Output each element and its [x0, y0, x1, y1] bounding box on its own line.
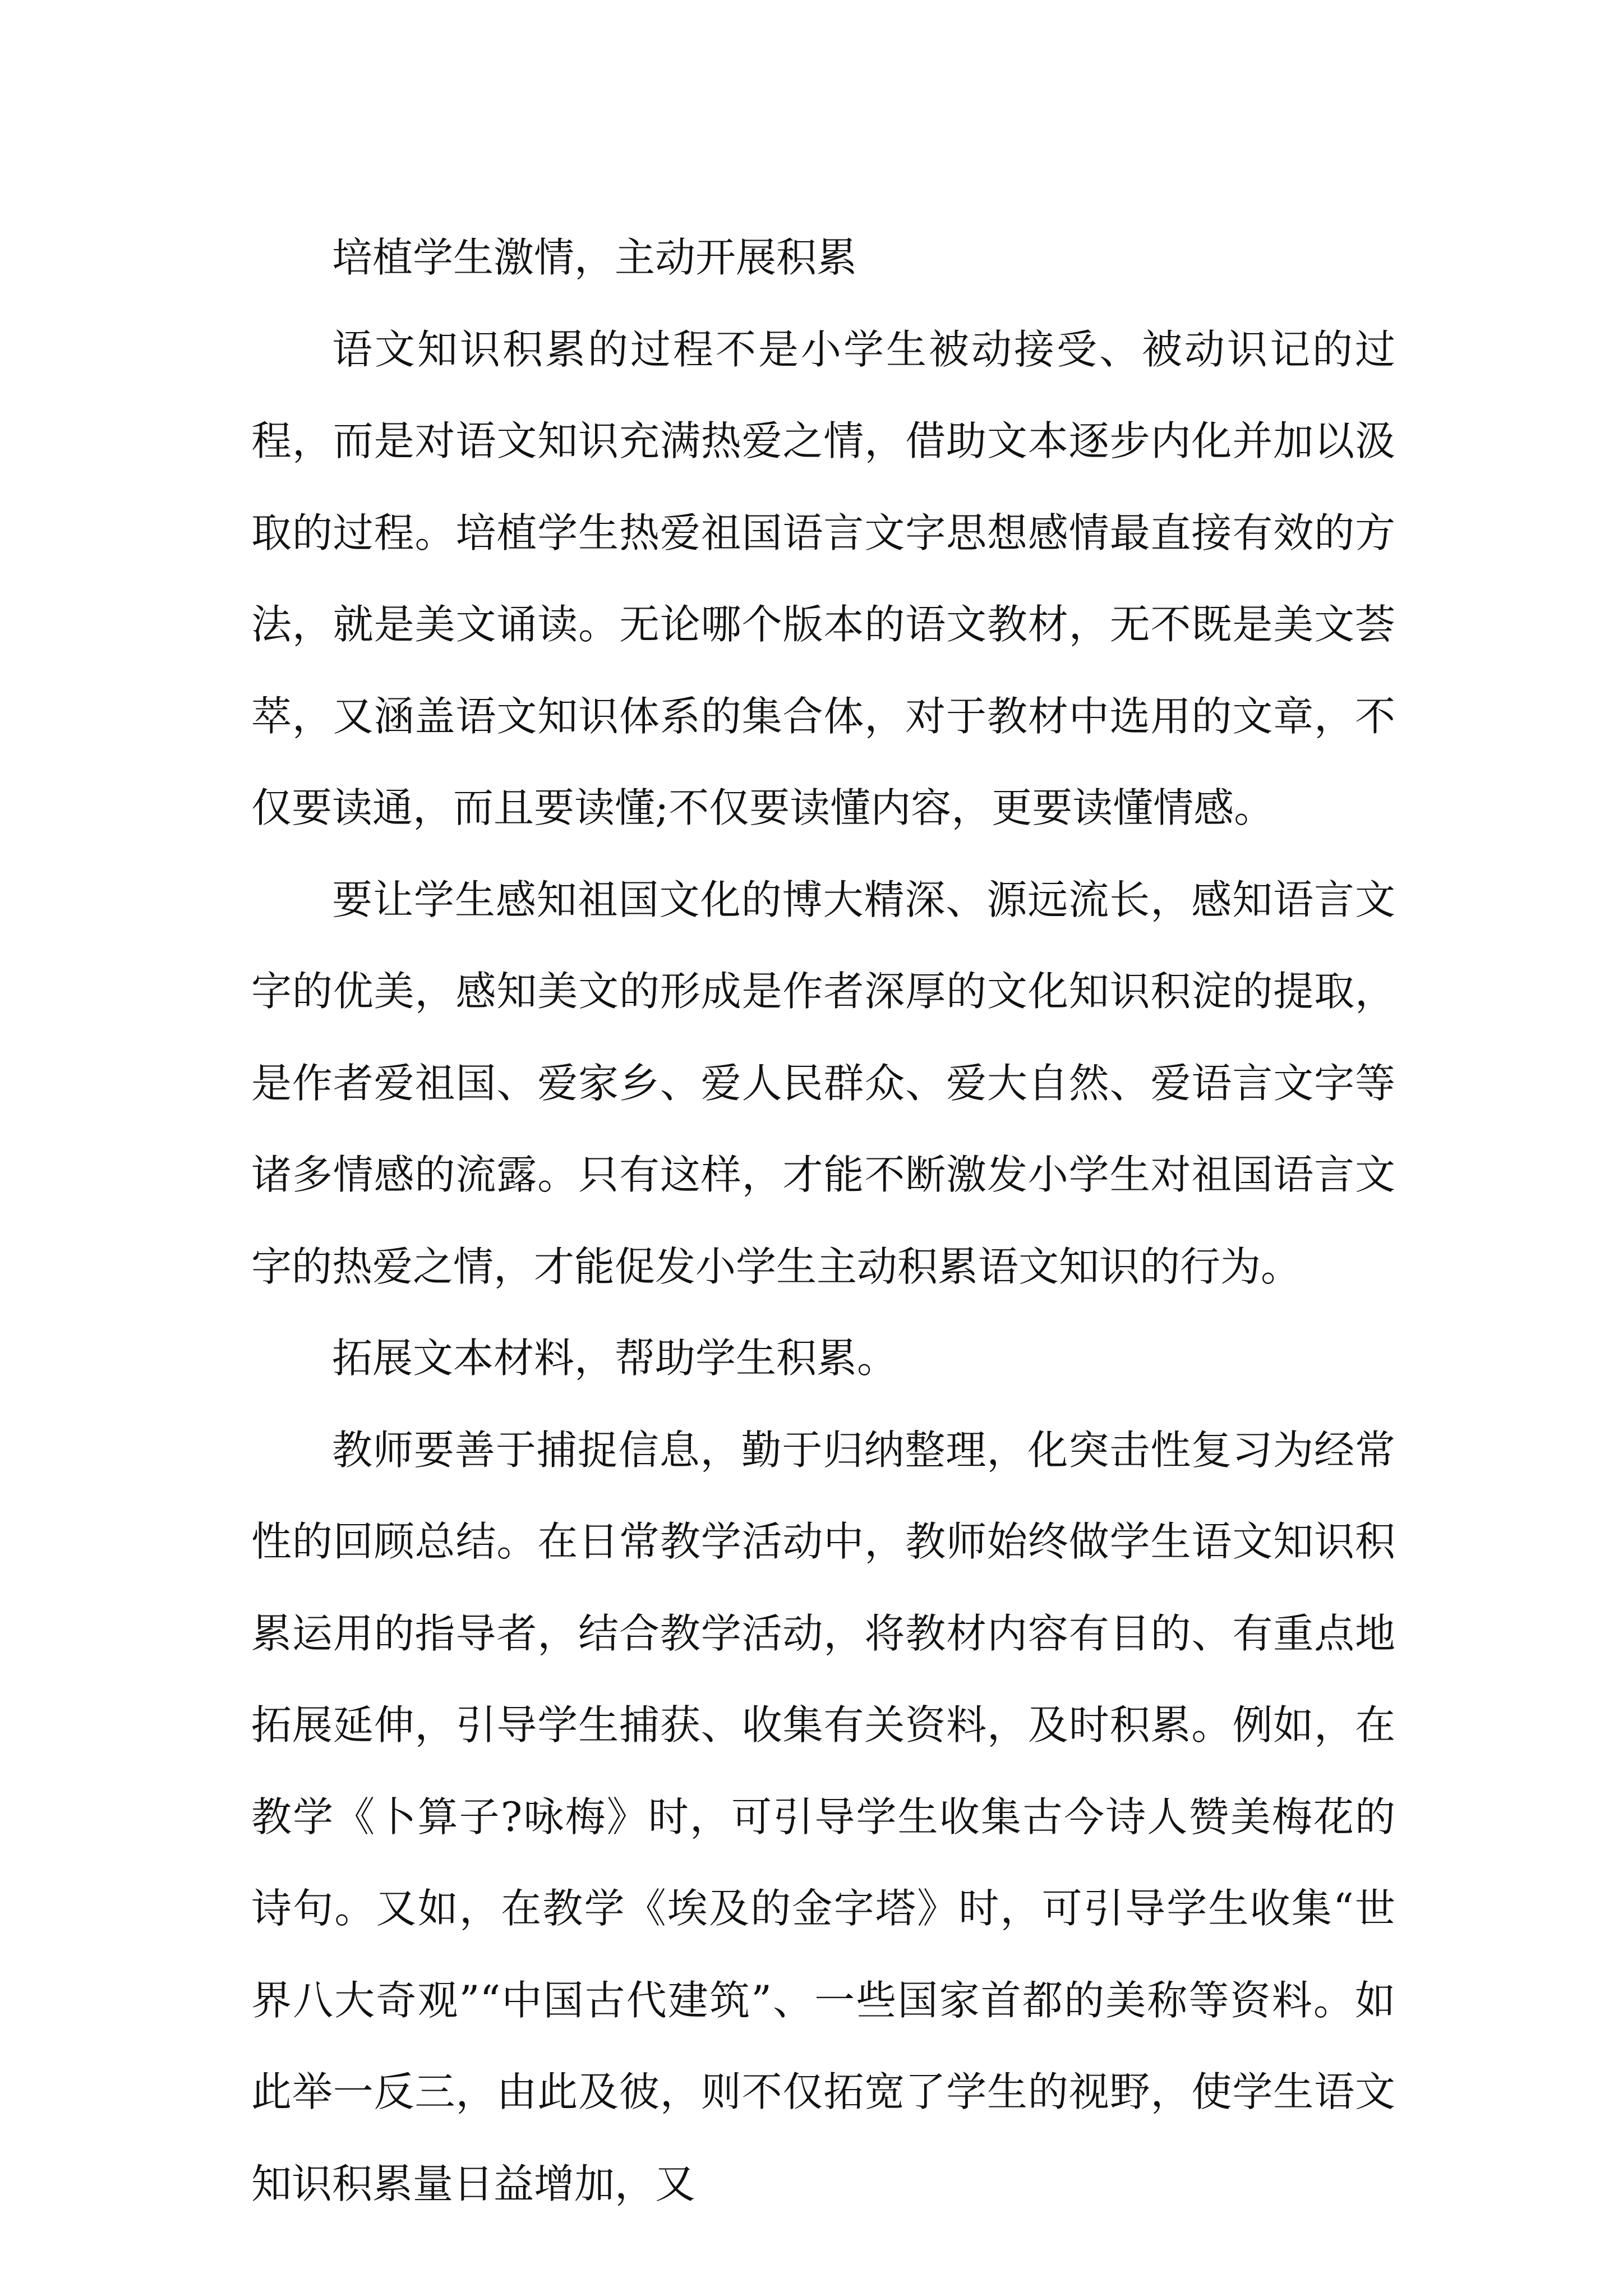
section-heading: 拓展文本材料，帮助学生积累。	[332, 1335, 898, 1382]
section-heading: 培植学生激情，主动开展积累	[332, 234, 857, 281]
document-body	[251, 212, 1395, 2230]
paragraph: 教师要善于捕捉信息，勤于归纳整理，化突击性复习为经常性的回顾总结。在日常教学活动中，教师始终做学生语文知识积累运用的指导者，结合教学活动，将教材内容有目的、有重点地拓展延伸，引导学生捕获、收集有关资料，及时积累。例如，在教学《卜算子?咏梅》时，可引导学生收集古今诗人赞美梅花的诗句。又如，在教学《埃及的金字塔》时，可引导学生收集“世界八大奇观”“中国古代建筑”、一些国家首都的美称等资料。如此举一反三，由此及彼，则不仅拓宽了学生的视野，使学生语文知识积累量日益增加，又	[251, 1426, 1395, 2207]
paragraph: 语文知识积累的过程不是小学生被动接受、被动识记的过程，而是对语文知识充满热爱之情，借助文本逐步内化并加以汲取的过程。培植学生热爱祖国语言文字思想感情最直接有效的方法，就是美文诵读。无论哪个版本的语文教材，无不既是美文荟萃，又涵盖语文知识体系的集合体，对于教材中选用的文章，不仅要读通，而且要读懂;不仅要读懂内容，更要读懂情感。	[251, 325, 1395, 831]
paragraph: 要让学生感知祖国文化的博大精深、源远流长，感知语言文字的优美，感知美文的形成是作者深厚的文化知识积淀的提取，是作者爱祖国、爱家乡、爱人民群众、爱大自然、爱语言文字等诸多情感的流露。只有这样，才能不断激发小学生对祖国语言文字的热爱之情，才能促发小学生主动积累语文知识的行为。	[251, 876, 1395, 1290]
